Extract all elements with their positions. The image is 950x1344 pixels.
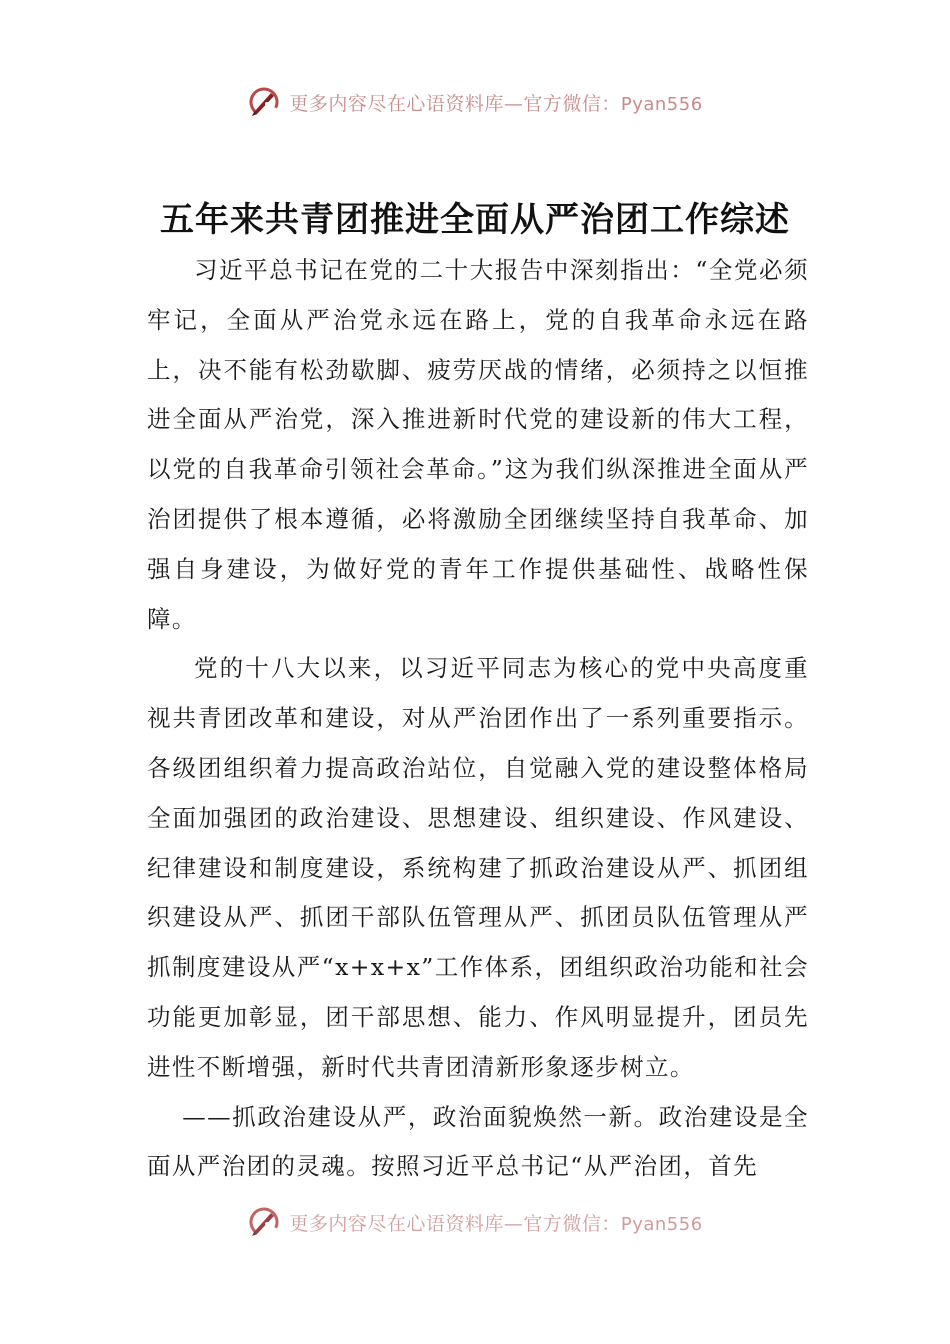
watermark-text: 更多内容尽在心语资料库—官方微信：Pyan556 — [289, 1212, 703, 1235]
document-body — [147, 246, 809, 1192]
watermark-footer — [0, 1202, 950, 1242]
watermark-text: 更多内容尽在心语资料库—官方微信：Pyan556 — [289, 92, 703, 115]
document-title: 五年来共青团推进全面从严治团工作综述 — [160, 200, 790, 240]
pen-logo-icon — [247, 85, 281, 119]
paragraph-3: ——抓政治建设从严，政治面貌焕然一新。政治建设是全面从严治团的灵魂。按照习近平总书记“从严治团，首先 — [147, 1102, 809, 1181]
paragraph-1: 习近平总书记在党的二十大报告中深刻指出：“全党必须牢记，全面从严治党永远在路上，党的自我革命永远在路上，决不能有松劲歇脚、疲劳厌战的情绪，必须持之以恒推进全面从严治党，深入推进新时代党的建设新的伟大工程，以党的自我革命引领社会革命。”这为我们纵深推进全面从严治团提供了根本遵循，必将激励全团继续坚持自我革命、加强自身建设，为做好党的青年工作提供基础性、战略性保障。 — [147, 256, 809, 633]
pen-logo-icon — [247, 1205, 281, 1239]
paragraph-2: 党的十八大以来，以习近平同志为核心的党中央高度重视共青团改革和建设，对从严治团作出了一系列重要指示。各级团组织着力提高政治站位，自觉融入党的建设整体格局全面加强团的政治建设、思想建设、组织建设、作风建设、纪律建设和制度建设，系统构建了抓政治建设从严、抓团组织建设从严、抓团干部队伍管理从严、抓团员队伍管理从严抓制度建设从严“x+x+x”工作体系，团组织政治功能和社会功能更加彰显，团干部思想、能力、作风明显提升，团员先进性不断增强，新时代共青团清新形象逐步树立。 — [147, 654, 809, 1081]
watermark-header — [0, 82, 950, 122]
